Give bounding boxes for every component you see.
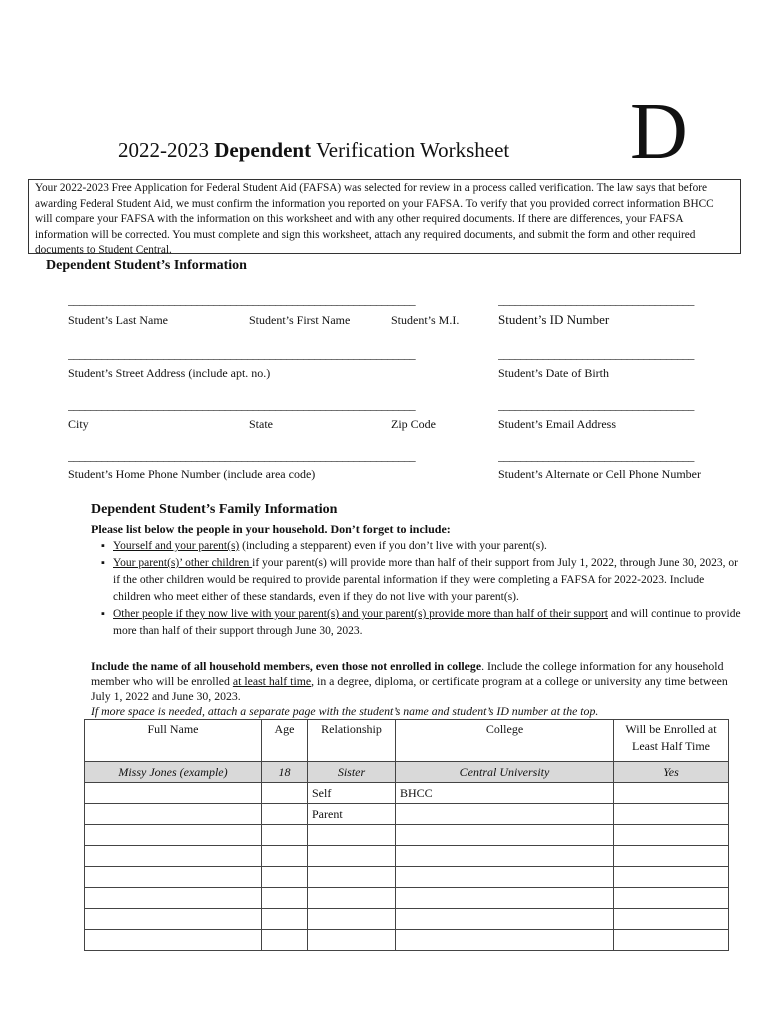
cell-name[interactable] <box>85 909 262 930</box>
include-list <box>91 538 741 640</box>
email-label: Student’s Email Address <box>498 417 616 431</box>
title-rest: Verification Worksheet <box>315 138 510 162</box>
state-label: State <box>249 417 273 431</box>
cell-age[interactable] <box>262 930 308 951</box>
example-row <box>85 762 729 783</box>
table-row <box>85 825 729 846</box>
bullet-underlined: Yourself and your parent(s) <box>113 540 240 552</box>
cell-college[interactable] <box>396 804 614 825</box>
include-underlined: at least half time <box>232 674 312 688</box>
example-relationship: Sister <box>308 762 396 783</box>
cell-enrolled[interactable] <box>614 846 729 867</box>
email-blank-line[interactable]: ___________________________________ <box>498 398 695 412</box>
list-item <box>91 606 741 640</box>
table-row <box>85 783 729 804</box>
cell-college[interactable] <box>396 888 614 909</box>
alt-phone-blank-line[interactable]: ___________________________________ <box>498 449 695 463</box>
cell-name[interactable] <box>85 888 262 909</box>
city-label: City <box>68 417 89 431</box>
city-blank-line[interactable]: ______________________________________________________________ <box>68 398 416 412</box>
intro-box: Your 2022-2023 Free Application for Federal Student Aid (FAFSA) was selected for review in a process called verification. The law says that before awarding Federal Student Aid, we must confirm the information you reported on your FAFSA. To verify that you provided correct information BHCC will compare your FAFSA with the information on this worksheet and with any other required documents. If there are differences, your FAFSA information will be corrected. You must complete and sign this worksheet, attach any required documents, and submit the form and other required documents to Student Central. <box>28 179 741 254</box>
id-number-label: Student’s ID Number <box>498 312 610 327</box>
list-item <box>91 538 741 555</box>
bullet-text: (including a stepparent) even if you don’t live with your parent(s). <box>239 540 547 552</box>
cell-relationship[interactable]: Self <box>308 783 396 804</box>
cell-age[interactable] <box>262 825 308 846</box>
form-letter: D <box>630 88 688 176</box>
home-phone-label: Student’s Home Phone Number (include area code) <box>68 467 316 481</box>
alt-phone-label: Student’s Alternate or Cell Phone Number <box>498 467 701 481</box>
cell-enrolled[interactable] <box>614 867 729 888</box>
cell-relationship[interactable] <box>308 888 396 909</box>
cell-enrolled[interactable] <box>614 909 729 930</box>
example-age: 18 <box>262 762 308 783</box>
space-note: If more space is needed, attach a separate page with the student’s name and student’s ID number at the top. <box>91 704 599 718</box>
col-relationship: Relationship <box>308 720 396 762</box>
cell-relationship[interactable] <box>308 825 396 846</box>
street-blank-line[interactable]: ______________________________________________________________ <box>68 347 416 361</box>
cell-age[interactable] <box>262 804 308 825</box>
table-row <box>85 867 729 888</box>
household-table <box>84 719 729 951</box>
cell-age[interactable] <box>262 783 308 804</box>
cell-college[interactable] <box>396 930 614 951</box>
table-row <box>85 888 729 909</box>
include-paragraph <box>91 659 731 704</box>
cell-relationship[interactable] <box>308 846 396 867</box>
id-blank-line[interactable]: ___________________________________ <box>498 293 695 307</box>
cell-name[interactable] <box>85 825 262 846</box>
page-title <box>118 138 509 163</box>
cell-age[interactable] <box>262 888 308 909</box>
example-enrolled: Yes <box>614 762 729 783</box>
family-info-heading: Dependent Student’s Family Information <box>91 502 338 517</box>
mi-label: Student’s M.I. <box>391 313 460 327</box>
cell-age[interactable] <box>262 846 308 867</box>
list-item <box>91 555 741 606</box>
dob-blank-line[interactable]: ___________________________________ <box>498 347 695 361</box>
include-text-b: , in a degree, diploma, or certificate program at a college or university any time between July 1, 2022 and June 30, 2023. <box>91 674 728 703</box>
zip-label: Zip Code <box>391 417 436 431</box>
bullet-underlined: Other people if they now live with your parent(s) and your parent(s) provide more than half of their support <box>113 608 608 620</box>
cell-college[interactable]: BHCC <box>396 783 614 804</box>
table-row <box>85 846 729 867</box>
cell-enrolled[interactable] <box>614 804 729 825</box>
bullet-text: and will continue to provide more than half of their support through June 30, 2023. <box>113 608 741 637</box>
cell-relationship[interactable] <box>308 909 396 930</box>
cell-enrolled[interactable] <box>614 825 729 846</box>
col-age: Age <box>262 720 308 762</box>
example-college: Central University <box>396 762 614 783</box>
col-full-name: Full Name <box>85 720 262 762</box>
include-text-a: . Include the college information for any household member who will be enrolled <box>91 659 724 688</box>
bullet-text: if your parent(s) will provide more than half of their support from July 1, 2022, through June 30, 2023, or if the other children would be required to provide parental information if they were completing a FAFSA for 2022-2023. Include children who meet either of these standards, even if they do not live with your parent(s). <box>113 557 738 603</box>
dob-label: Student’s Date of Birth <box>498 366 609 380</box>
student-info-heading: Dependent Student’s Information <box>46 258 247 273</box>
example-name: Missy Jones (example) <box>85 762 262 783</box>
name-blank-line[interactable]: ______________________________________________________________ <box>68 293 416 307</box>
title-bold: Dependent <box>214 138 312 162</box>
col-college: College <box>396 720 614 762</box>
cell-college[interactable] <box>396 846 614 867</box>
cell-relationship[interactable] <box>308 930 396 951</box>
cell-relationship[interactable]: Parent <box>308 804 396 825</box>
cell-age[interactable] <box>262 867 308 888</box>
cell-college[interactable] <box>396 909 614 930</box>
include-bold: Include the name of all household members, even those not enrolled in college <box>91 659 482 673</box>
title-year: 2022-2023 <box>118 138 209 162</box>
cell-name[interactable] <box>85 783 262 804</box>
phone-blank-line[interactable]: ______________________________________________________________ <box>68 449 416 463</box>
cell-enrolled[interactable] <box>614 930 729 951</box>
table-row <box>85 909 729 930</box>
cell-college[interactable] <box>396 867 614 888</box>
street-label: Student’s Street Address (include apt. no.) <box>68 366 271 380</box>
cell-relationship[interactable] <box>308 867 396 888</box>
cell-college[interactable] <box>396 825 614 846</box>
cell-age[interactable] <box>262 909 308 930</box>
cell-name[interactable] <box>85 930 262 951</box>
table-row <box>85 930 729 951</box>
cell-name[interactable] <box>85 804 262 825</box>
cell-name[interactable] <box>85 846 262 867</box>
table-header-row <box>85 720 729 762</box>
first-name-label: Student’s First Name <box>249 313 351 327</box>
last-name-label: Student’s Last Name <box>68 313 168 327</box>
table-row <box>85 804 729 825</box>
bullet-underlined: Your parent(s)’ other children <box>113 557 253 569</box>
cell-enrolled[interactable] <box>614 783 729 804</box>
col-enrolled: Will be Enrolled at Least Half Time <box>614 720 729 762</box>
household-instructions: Please list below the people in your household. Don’t forget to include: <box>91 522 451 536</box>
cell-name[interactable] <box>85 867 262 888</box>
cell-enrolled[interactable] <box>614 888 729 909</box>
